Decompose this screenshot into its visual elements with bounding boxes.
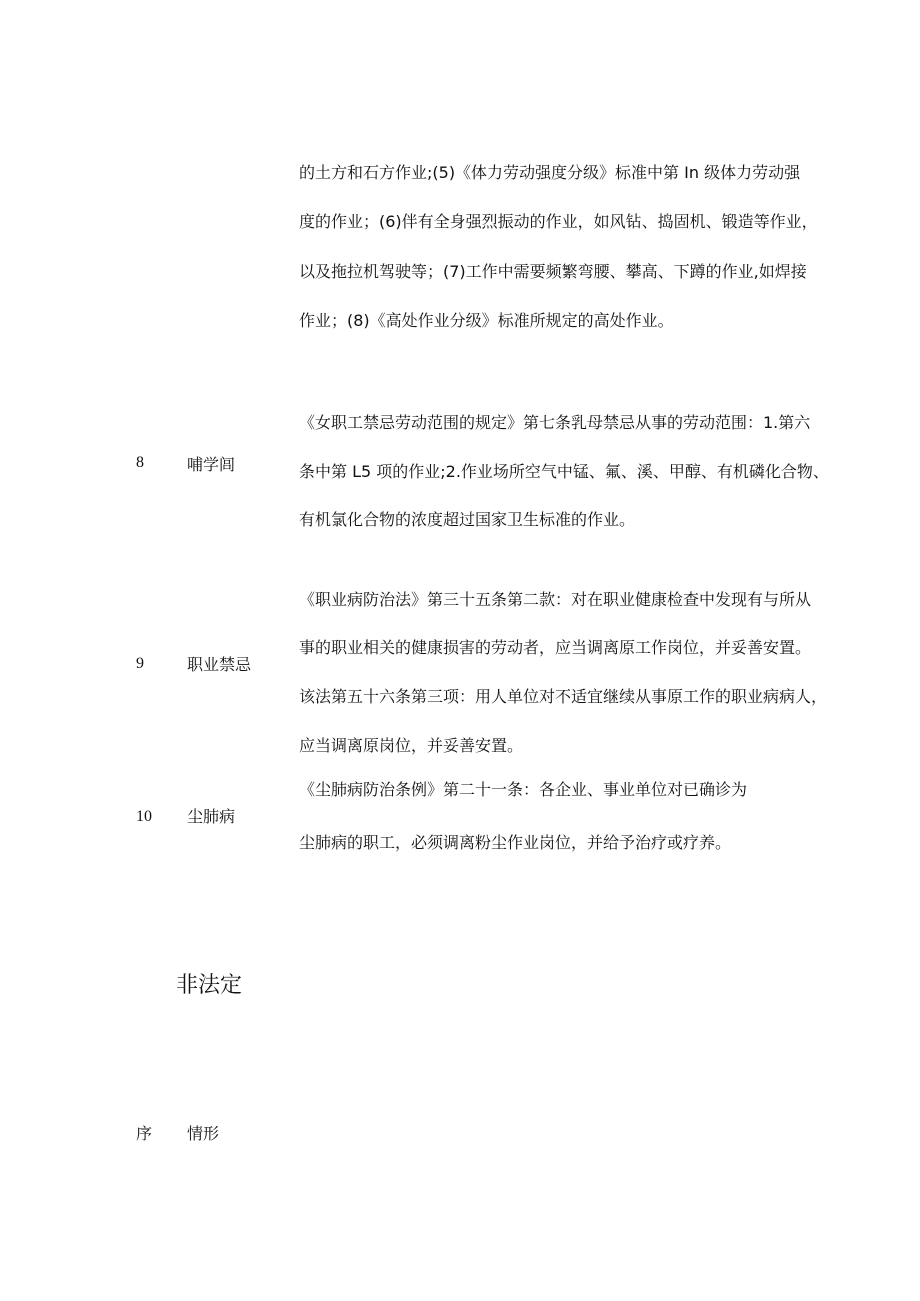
row-number: 8 bbox=[136, 454, 144, 471]
continuation-line: 作业；(8)《高处作业分级》标准所规定的高处作业。 bbox=[299, 311, 674, 330]
section-title: 非法定 bbox=[176, 973, 243, 998]
column-header-situation: 情形 bbox=[187, 1124, 220, 1143]
row-text-line: 尘肺病的职工，必须调离粉尘作业岗位，并给予治疗或疗养。 bbox=[299, 833, 732, 852]
continuation-line: 以及拖拉机驾驶等；(7)工作中需要频繁弯腰、攀高、下蹲的作业,如焊接 bbox=[299, 262, 807, 281]
row-number: 10 bbox=[136, 808, 152, 825]
row-text-line: 条中第 L5 项的作业;2.作业场所空气中锰、氟、溪、甲醇、有机磷化合物、 bbox=[299, 462, 829, 481]
row-situation: 尘肺病 bbox=[187, 807, 236, 826]
column-header-number: 序 bbox=[136, 1124, 153, 1143]
row-text-line: 应当调离原岗位，并妥善安置。 bbox=[299, 736, 524, 755]
row-number: 9 bbox=[136, 655, 144, 672]
row-text-line: 《职业病防治法》第三十五条第二款：对在职业健康检查中发现有与所从 bbox=[299, 590, 812, 609]
row-text-line: 有机氯化合物的浓度超过国家卫生标准的作业。 bbox=[299, 510, 636, 529]
row-text-line: 《女职工禁忌劳动范围的规定》第七条乳母禁忌从事的劳动范围：1.第六 bbox=[299, 413, 811, 432]
row-situation: 职业禁忌 bbox=[187, 655, 252, 674]
continuation-line: 度的作业；(6)伴有全身强烈振动的作业，如风钻、捣固机、锻造等作业， bbox=[299, 212, 818, 231]
continuation-line: 的土方和石方作业;(5)《体力劳动强度分级》标准中第 In 级体力劳动强 bbox=[299, 163, 801, 182]
row-text-line: 该法第五十六条第三项：用人单位对不适宜继续从事原工作的职业病病人， bbox=[299, 687, 828, 706]
row-situation: 哺学闾 bbox=[187, 455, 236, 474]
row-text-line: 《尘肺病防治条例》第二十一条：各企业、事业单位对已确诊为 bbox=[299, 780, 748, 799]
row-text-line: 事的职业相关的健康损害的劳动者，应当调离原工作岗位，并妥善安置。 bbox=[299, 638, 812, 657]
